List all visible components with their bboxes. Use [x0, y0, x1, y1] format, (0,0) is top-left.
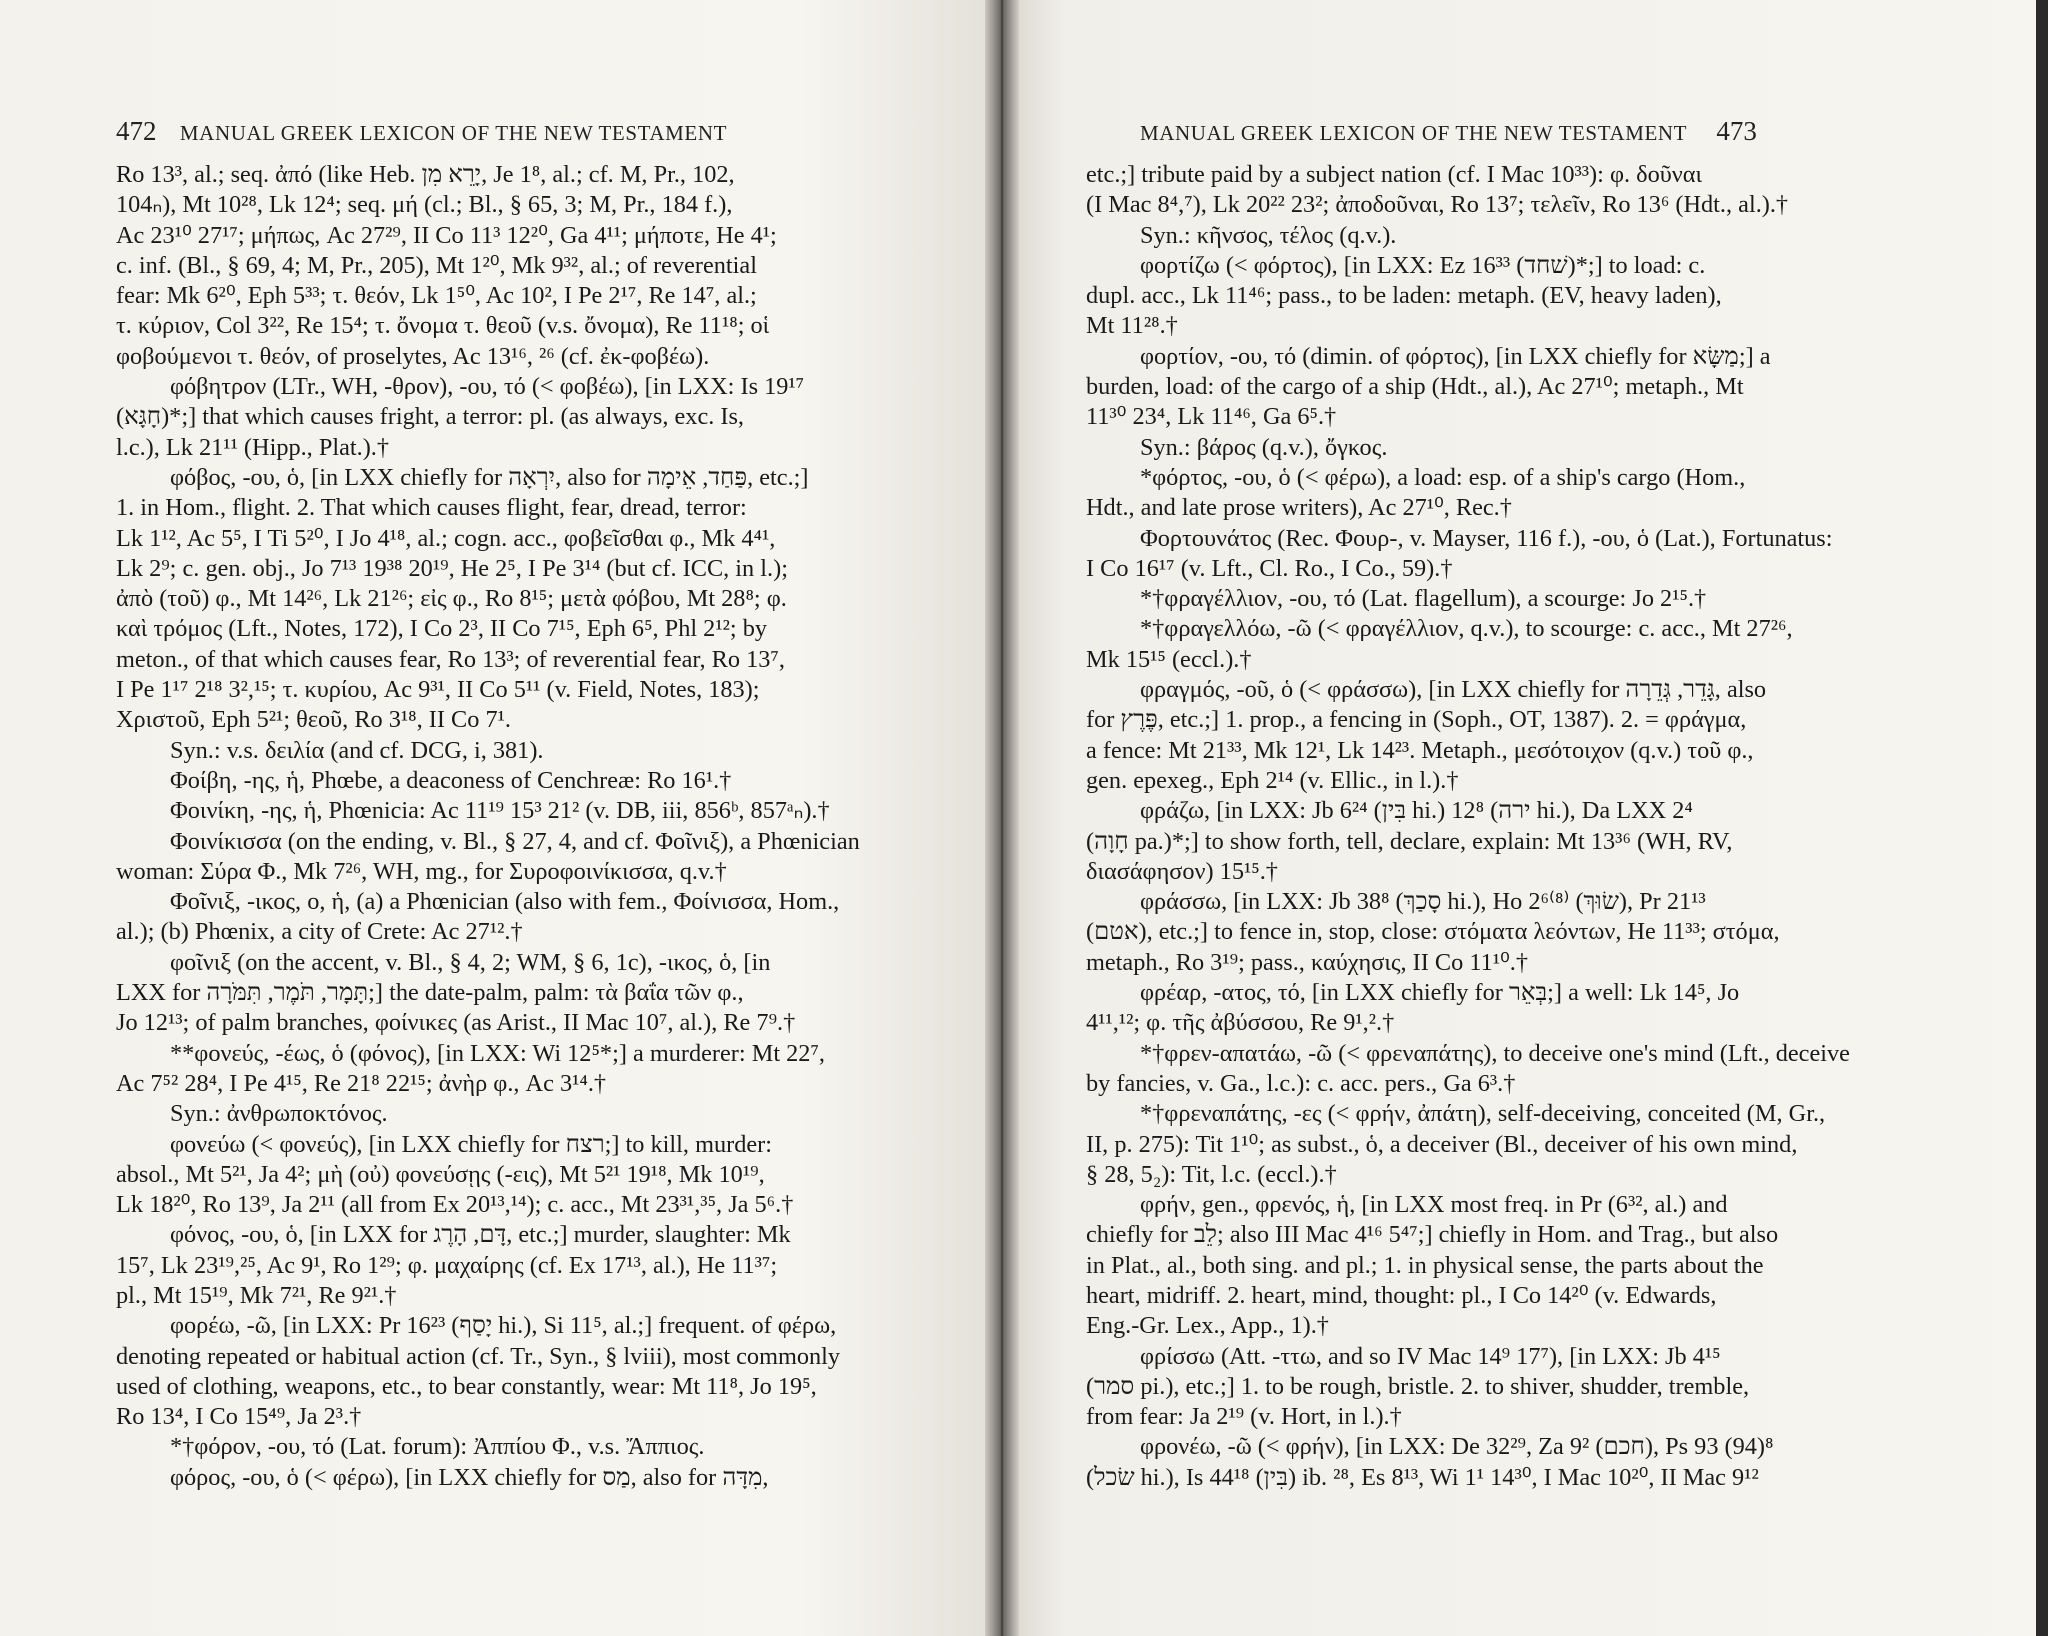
text-line: LXX for תָּמָר, תֹּמֶר, תִּמֹּרָה;] the date-palm, palm: τὰ βαΐα τῶν φ., [116, 979, 744, 1007]
right-title: MANUAL GREEK LEXICON OF THE NEW TESTAMENT [1140, 121, 1688, 145]
text-line: (I Mac 8⁴,⁷), Lk 20²² 23²; ἀποδοῦναι, Ro 13⁷; τελεῖν, Ro 13⁶ (Hdt., al.).† [1086, 191, 1789, 219]
text-line: 15⁷, Lk 23¹⁹,²⁵, Ac 9¹, Ro 1²⁹; φ. μαχαίρης (cf. Ex 17¹³, al.), He 11³⁷; [116, 1251, 778, 1279]
text-line: for פֶּרֶץ, etc.;] 1. prop., a fencing in (Soph., OT, 1387). 2. = φράγμα, [1086, 706, 1747, 734]
text-line: denoting repeated or habitual action (cf. Tr., Syn., § lviii), most commonly [116, 1342, 841, 1370]
page-edge [2036, 0, 2048, 1636]
text-line: φόρος, -ου, ὁ (< φέρω), [in LXX chiefly for מַס, also for מִדָּה, [170, 1463, 769, 1491]
text-line: Φοινίκισσα (on the ending, v. Bl., § 27, 4, and cf. Φοῖνιξ), a Phœnician [170, 827, 860, 855]
text-line: meton., of that which causes fear, Ro 13³; of reverential fear, Ro 13⁷, [116, 645, 785, 673]
text-line: *φόρτος, -ου, ὁ (< φέρω), a load: esp. of a ship's cargo (Hom., [1140, 463, 1746, 491]
right-page-number: 473 [1716, 116, 1757, 146]
text-line: Ro 13³, al.; seq. ἀπό (like Heb. יָרֵא מִן, Je 1⁸, al.; cf. M, Pr., 102, [116, 161, 735, 188]
text-line: φοῖνιξ (on the accent, v. Bl., § 4, 2; WM, § 6, 1c), -ικος, ὁ, [in [170, 948, 771, 976]
left-title: MANUAL GREEK LEXICON OF THE NEW TESTAMENT [179, 121, 728, 145]
text-line: pl., Mt 15¹⁹, Mk 7²¹, Re 9²¹.† [116, 1281, 397, 1309]
text-line: Lk 18²⁰, Ro 13⁹, Ja 2¹¹ (all from Ex 20¹³,¹⁴); c. acc., Mt 23³¹,³⁵, Ja 5⁶.† [116, 1191, 794, 1219]
text-line: Lk 1¹², Ac 5⁵, I Ti 5²⁰, I Jo 4¹⁸, al.; cogn. acc., φοβεῖσθαι φ., Mk 4⁴¹, [116, 524, 776, 552]
left-page-number: 472 [116, 116, 157, 146]
text-line: φραγμός, -οῦ, ὁ (< φράσσω), [in LXX chiefly for גָּדֵר, גְּדֵרָה, also [1140, 676, 1767, 704]
text-line: chiefly for לֵב; also III Mac 4¹⁶ 5⁴⁷;] chiefly in Hom. and Trag., but also [1086, 1221, 1779, 1249]
text-line: Eng.-Gr. Lex., App., 1).† [1086, 1312, 1329, 1340]
text-line: gen. epexeg., Eph 2¹⁴ (v. Ellic., in l.).† [1086, 766, 1459, 794]
text-line: φρίσσω (Att. -ττω, and so IV Mac 14⁹ 17⁷), [in LXX: Jb 4¹⁵ [1140, 1342, 1721, 1370]
text-line: *†φρεν-απατάω, -ῶ (< φρεναπάτης), to deceive one's mind (Lft., deceive [1140, 1039, 1850, 1067]
text-line: 4¹¹,¹²; φ. τῆς ἀβύσσου, Re 9¹,².† [1086, 1009, 1395, 1037]
text-line: by fancies, v. Ga., l.c.): c. acc. pers., Ga 6³.† [1086, 1069, 1516, 1097]
text-line: διασάφησον) 15¹⁵.† [1086, 857, 1278, 885]
text-line: l.c.), Lk 21¹¹ (Hipp., Plat.).† [116, 433, 390, 461]
text-line: I Pe 1¹⁷ 2¹⁸ 3²,¹⁵; τ. κυρίου, Ac 9³¹, II Co 5¹¹ (v. Field, Notes, 183); [116, 676, 760, 704]
text-line: al.); (b) Phœnix, a city of Crete: Ac 27¹².† [116, 918, 523, 946]
text-line: Φοίβη, -ης, ἡ, Phœbe, a deaconess of Cenchreæ: Ro 16¹.† [170, 766, 732, 794]
text-line: φορτίζω (< φόρτος), [in LXX: Ez 16³³ (שׁחד)*;] to load: c. [1140, 251, 1706, 279]
text-line: Hdt., and late prose writers), Ac 27¹⁰, Rec.† [1086, 494, 1512, 522]
text-line: Mk 15¹⁵ (eccl.).† [1086, 645, 1252, 673]
text-line: φόβητρον (LTr., WH, -θρον), -ου, τό (< φοβέω), [in LXX: Is 19¹⁷ [170, 373, 805, 401]
text-line: absol., Mt 5²¹, Ja 4²; μὴ (οὐ) φονεύσῃς (-εις), Mt 5²¹ 19¹⁸, Mk 10¹⁹, [116, 1160, 765, 1188]
text-line: Lk 2⁹; c. gen. obj., Jo 7¹³ 19³⁸ 20¹⁹, He 2⁵, I Pe 3¹⁴ (but cf. ICC, in l.); [116, 554, 788, 582]
text-line: Φοινίκη, -ης, ἡ, Phœnicia: Ac 11¹⁹ 15³ 21² (v. DB, iii, 856ᵇ, 857ᵃₙ).† [170, 797, 830, 825]
text-line: Mt 11²⁸.† [1086, 312, 1178, 340]
text-line: 11³⁰ 23⁴, Lk 11⁴⁶, Ga 6⁵.† [1086, 403, 1337, 431]
text-line: a fence: Mt 21³³, Mk 12¹, Lk 14²³. Metaph., μεσότοιχον (q.v.) τοῦ φ., [1086, 736, 1754, 764]
book-gutter [985, 0, 1019, 1636]
text-line: Ac 7⁵² 28⁴, I Pe 4¹⁵, Re 21⁸ 22¹⁵; ἀνὴρ φ., Ac 3¹⁴.† [116, 1069, 607, 1097]
text-line: φόβος, -ου, ὁ, [in LXX chiefly for יִרְאָה, also for פַּחַד, אֵימָה, etc.;] [170, 463, 809, 491]
text-line: woman: Σύρα Φ., Mk 7²⁶, WH, mg., for Συροφοινίκισσα, q.v.† [116, 857, 727, 885]
text-line: *†φραγέλλιον, -ου, τό (Lat. flagellum), a scourge: Jo 2¹⁵.† [1140, 585, 1707, 613]
text-line: φορτίον, -ου, τό (dimin. of φόρτος), [in LXX chiefly for מַשָּׂא;] a [1140, 342, 1771, 370]
text-line: φράζω, [in LXX: Jb 6²⁴ (בִּין hi.) 12⁸ (ירה hi.), Da LXX 2⁴ [1140, 797, 1693, 825]
left-running-head [116, 116, 727, 147]
text-line: τ. κύριον, Col 3²², Re 15⁴; τ. ὄνομα τ. θεοῦ (v.s. ὄνομα), Re 11¹⁸; οἱ [116, 312, 770, 340]
text-line: φράσσω, [in LXX: Jb 38⁸ (סָכַךְ hi.), Ho 2⁶⁽⁸⁾ (שׂוּךְ), Pr 21¹³ [1140, 888, 1706, 916]
left-text-column [116, 160, 892, 1493]
text-line: *†φραγελλόω, -ῶ (< φραγέλλιον, q.v.), to scourge: c. acc., Mt 27²⁶, [1140, 615, 1793, 643]
text-line: 1. in Hom., flight. 2. That which causes flight, fear, dread, terror: [116, 494, 747, 522]
text-line: *†φόρον, -ου, τό (Lat. forum): Ἀππίου Φ., v.s. Ἄππιος. [170, 1433, 705, 1461]
text-line: Syn.: v.s. δειλία (and cf. DCG, i, 381). [170, 736, 544, 764]
text-line: etc.;] tribute paid by a subject nation (cf. I Mac 10³³): φ. δοῦναι [1086, 161, 1702, 188]
text-line: φρήν, gen., φρενός, ἡ, [in LXX most freq. in Pr (6³², al.) and [1140, 1191, 1728, 1219]
text-line: Syn.: κῆνσος, τέλος (q.v.). [1140, 221, 1397, 249]
text-line: Φορτουνάτος (Rec. Φουρ-, v. Mayser, 116 f.), -ου, ὁ (Lat.), Fortunatus: [1140, 524, 1833, 552]
text-line: burden, load: of the cargo of a ship (Hdt., al.), Ac 27¹⁰; metaph., Mt [1086, 373, 1744, 401]
text-line: (סמר pi.), etc.;] 1. to be rough, bristle. 2. to shiver, shudder, tremble, [1086, 1372, 1750, 1400]
text-line: φρονέω, -ῶ (< φρήν), [in LXX: De 32²⁹, Za 9² (חכם), Ps 93 (94)⁸ [1140, 1433, 1774, 1461]
text-line: **φονεύς, -έως, ὁ (φόνος), [in LXX: Wi 12⁵*;] a murderer: Mt 22⁷, [170, 1039, 825, 1067]
text-line: 104ₙ), Mt 10²⁸, Lk 12⁴; seq. μή (cl.; Bl., § 65, 3; M, Pr., 184 f.), [116, 191, 733, 219]
text-line: (חָוָה pa.)*;] to show forth, tell, declare, explain: Mt 13³⁶ (WH, RV, [1086, 827, 1733, 855]
text-line: (אטם), etc.;] to fence in, stop, close: στόματα λεόντων, He 11³³; στόμα, [1086, 918, 1780, 946]
text-line: from fear: Ja 2¹⁹ (v. Hort, in l.).† [1086, 1403, 1402, 1431]
text-line: ἀπὸ (τοῦ) φ., Mt 14²⁶, Lk 21²⁶; εἰς φ., Ro 8¹⁵; μετὰ φόβου, Mt 28⁸; φ. [116, 585, 787, 613]
text-line: fear: Mk 6²⁰, Eph 5³³; τ. θεόν, Lk 1⁵⁰, Ac 10², I Pe 2¹⁷, Re 14⁷, al.; [116, 282, 757, 310]
text-line: (שׂכל hi.), Is 44¹⁸ (בִּין) ib. ²⁸, Es 8¹³, Wi 1¹ 14³⁰, I Mac 10²⁰, II Mac 9¹² [1086, 1463, 1759, 1491]
text-line: I Co 16¹⁷ (v. Lft., Cl. Ro., I Co., 59).† [1086, 554, 1453, 582]
text-line: φοβούμενοι τ. θεόν, of proselytes, Ac 13¹⁶, ²⁶ (cf. ἐκ-φοβέω). [116, 342, 710, 370]
text-line: II, p. 275): Tit 1¹⁰; as subst., ὁ, a deceiver (Bl., deceiver of his own mind, [1086, 1130, 1798, 1158]
text-line: Ro 13⁴, I Co 15⁴⁹, Ja 2³.† [116, 1403, 362, 1431]
text-line: metaph., Ro 3¹⁹; pass., καύχησις, II Co 11¹⁰.† [1086, 948, 1528, 976]
text-line: *†φρεναπάτης, -ες (< φρήν, ἀπάτη), self-deceiving, conceited (M, Gr., [1140, 1100, 1826, 1128]
text-line: dupl. acc., Lk 11⁴⁶; pass., to be laden: metaph. (EV, heavy laden), [1086, 282, 1722, 310]
right-page [1002, 0, 2048, 1636]
text-line: in Plat., al., both sing. and pl.; 1. in physical sense, the parts about the [1086, 1251, 1764, 1279]
text-line: φονεύω (< φονεύς), [in LXX chiefly for רצח;] to kill, murder: [170, 1130, 772, 1158]
right-running-head [1140, 116, 1757, 147]
text-line: φρέαρ, -ατος, τό, [in LXX chiefly for בְּאֵר;] a well: Lk 14⁵, Jo [1140, 979, 1740, 1007]
text-line: used of clothing, weapons, etc., to bear constantly, wear: Mt 11⁸, Jo 19⁵, [116, 1372, 817, 1400]
text-line: Ac 23¹⁰ 27¹⁷; μήπως, Ac 27²⁹, II Co 11³ 12²⁰, Ga 4¹¹; μήποτε, He 4¹; [116, 221, 777, 249]
text-line: Χριστοῦ, Eph 5²¹; θεοῦ, Ro 3¹⁸, II Co 7¹. [116, 706, 511, 734]
text-line: heart, midriff. 2. heart, mind, thought: pl., I Co 14²⁰ (v. Edwards, [1086, 1281, 1717, 1309]
left-page [0, 0, 1002, 1636]
text-line: Syn.: βάρος (q.v.), ὄγκος. [1140, 433, 1388, 461]
text-line: c. inf. (Bl., § 69, 4; M, Pr., 205), Mt 1²⁰, Mk 9³², al.; of reverential [116, 251, 757, 279]
text-line: Φοῖνιξ, -ικος, ο, ἡ, (a) a Phœnician (also with fem., Φοίνισσα, Hom., [170, 888, 840, 916]
text-line: καὶ τρόμος (Lft., Notes, 172), I Co 2³, II Co 7¹⁵, Eph 6⁵, Phl 2¹²; by [116, 615, 768, 643]
text-line: φόνος, -ου, ὁ, [in LXX for דָּם, הָרֶג, etc.;] murder, slaughter: Mk [170, 1221, 791, 1249]
text-line: φορέω, -ῶ, [in LXX: Pr 16²³ (יָסַף hi.), Si 11⁵, al.;] frequent. of φέρω, [170, 1312, 837, 1340]
text-line: (חָגָּא)*;] that which causes fright, a terror: pl. (as always, exc. Is, [116, 403, 745, 431]
text-line: § 28, 5₂): Tit, l.c. (eccl.).† [1086, 1160, 1337, 1188]
right-text-column [1086, 160, 1876, 1493]
text-line: Syn.: ἀνθρωποκτόνος. [170, 1100, 388, 1128]
text-line: Jo 12¹³; of palm branches, φοίνικες (as Arist., II Mac 10⁷, al.), Re 7⁹.† [116, 1009, 796, 1037]
